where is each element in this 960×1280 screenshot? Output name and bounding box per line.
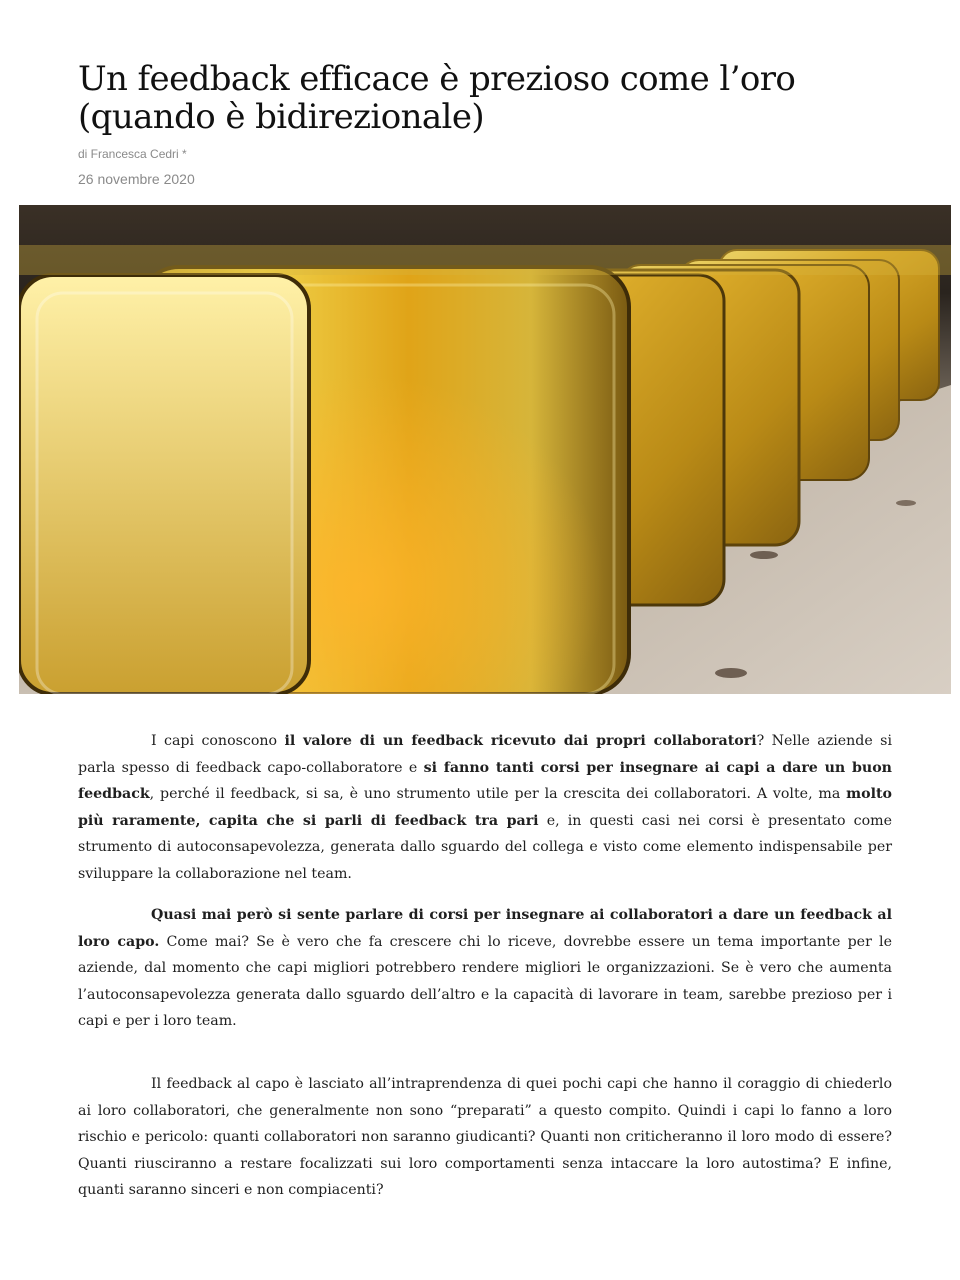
article-title: Un feedback efficace è prezioso come l’oro (quando è bidirezionale) — [78, 59, 796, 137]
gold-bars-photo-icon — [19, 205, 951, 694]
article-paragraph-1: I capi conoscono il valore di un feedback ricevuto dai propri collaboratori? Nelle aziende si parla spesso di feedback capo-collaboratore e si fanno tanti corsi per insegnare ai capi a dare un buon feedback, perché il feedback, si sa, è uno strumento utile per la crescita dei collaboratori. A volte, ma molto più raramente, capita che si parli di feedback tra pari e, in questi casi nei corsi è presentato come strumento di autoconsapevolezza, generata dallo sguardo del collega e visto come elemento indispensabile per sviluppare la collaborazione nel team. — [78, 733, 893, 882]
publish-date: 26 novembre 2020 — [78, 171, 195, 187]
hero-image — [19, 205, 951, 694]
author-byline[interactable]: di Francesca Cedri * — [78, 147, 187, 161]
article-paragraph-3: Il feedback al capo è lasciato all’intraprendenza di quei pochi capi che hanno il coraggio di chiederlo ai loro collaboratori, che generalmente non sono “preparati” a questo compito. Quindi i capi lo fanno a loro rischio e pericolo: quanti collaboratori non saranno giudicanti? Quanti non criticheranno il loro modo di essere? Quanti riusciranno a restare focalizzati sui loro comportamenti senza intaccare la loro autostima? E infine, quanti saranno sinceri e non compiacenti? — [78, 1076, 892, 1198]
article-paragraph-2: Quasi mai però si sente parlare di corsi per insegnare ai collaboratori a dare un feedback al loro capo. Come mai? Se è vero che fa crescere chi lo riceve, dovrebbe essere un tema importante per le aziende, dal momento che capi migliori potrebbero rendere migliori le organizzazioni. Se è vero che aumenta l’autoconsapevolezza generata dallo sguardo dell’altro e la capacità di lavorare in team, sarebbe prezioso per i capi e per i loro team. — [78, 907, 892, 1029]
